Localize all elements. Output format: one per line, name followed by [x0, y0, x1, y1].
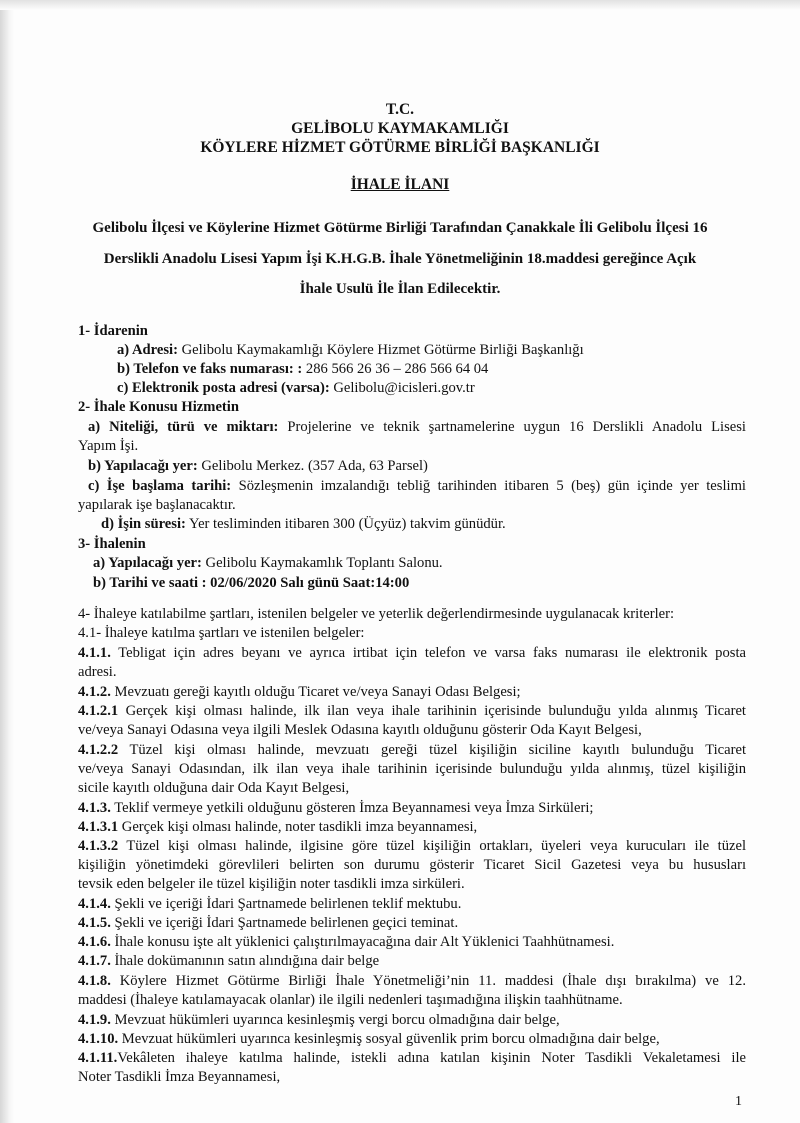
- item-b-label: b) Yapılacağı yer:: [88, 458, 198, 474]
- section3-heading: 3- İhalenin: [78, 536, 146, 552]
- section2-item-c-cont: yapılarak işe başlanacaktır.: [78, 497, 236, 513]
- document-header: [0, 100, 800, 157]
- section4-subheading: 4.1- İhaleye katılma şartları ve istenilen belgeler:: [78, 625, 365, 641]
- clause-number: 4.1.3.2: [78, 838, 119, 854]
- clause-4-1-5: [78, 915, 458, 932]
- clause-4-1-2-2-cont: sicile kayıtlı olduğuna dair Oda Kayıt Belgesi,: [78, 780, 350, 796]
- email-value: Gelibolu@icisleri.gov.tr: [329, 380, 475, 396]
- clause-text: Şekli ve içeriği İdari Şartnamede belirlenen geçici teminat.: [110, 915, 459, 931]
- item-a-label: a) Niteliği, türü ve miktarı:: [88, 419, 279, 435]
- clause-number: 4.1.2.1: [78, 703, 119, 719]
- clause-4-1-2-1: [78, 703, 746, 720]
- clause-4-1-11-cont: Noter Tasdikli İmza Beyannamesi,: [78, 1069, 281, 1085]
- clause-4-1-3-2-cont: tevsik eden belgeler ile tüzel kişiliğin noter tasdikli imza sirküleri.: [78, 876, 465, 892]
- clause-text: Tebligat için adres beyanı ve ayrıca irtibat için telefon ve varsa faks numarası ile elektronik posta: [110, 645, 746, 661]
- clause-4-1-2-2-cont: ve/veya Sanayi Odasından, ilk ilan veya ihale tarihinin içerisinde bulunduğu yılda alınmış, tüzel kişiliğin: [78, 761, 746, 777]
- scan-shadow-top: [0, 0, 800, 10]
- address-value: Gelibolu Kaymakamlığı Köylere Hizmet Götürme Birliği Başkanlığı: [177, 342, 584, 358]
- clause-text: Mevzuatı gereği kayıtlı olduğu Ticaret ve/veya Sanayi Odası Belgesi;: [110, 684, 521, 700]
- intro-line: İhale Usulü İle İlan Edilecektir.: [299, 281, 501, 297]
- clause-number: 4.1.8.: [78, 973, 111, 989]
- section2-item-c: [88, 478, 746, 495]
- email-label: c) Elektronik posta adresi (varsa):: [117, 380, 330, 396]
- clause-text: Köylere Hizmet Götürme Birliği İhale Yönetmeliği’nin 11. maddesi (İhale dışı bırakılma) ve 12.: [110, 973, 746, 989]
- clause-text: Mevzuat hükümleri uyarınca kesinleşmiş vergi borcu olmadığına dair belge,: [110, 1012, 560, 1028]
- clause-text: Mevzuat hükümleri uyarınca kesinleşmiş sosyal güvenlik prim borcu olmadığına dair belge,: [118, 1031, 660, 1047]
- clause-4-1-1-cont: adresi.: [78, 664, 117, 680]
- clause-number: 4.1.1.: [78, 645, 111, 661]
- clause-text: Tüzel kişi olması halinde, mevzuatı gereği tüzel kişiliğin siciline kayıtlı bulunduğu Ticaret: [118, 742, 746, 758]
- section2-item-b: [88, 458, 428, 475]
- clause-4-1-7: [78, 953, 379, 970]
- section3-item-a: [93, 555, 443, 572]
- intro-line: Gelibolu İlçesi ve Köylerine Hizmet Götürme Birliği Tarafından Çanakkale İli Gelibolu İlçesi 16: [92, 220, 708, 236]
- clause-text: Teklif vermeye yetkili olduğunu gösteren İmza Beyannamesi veya İmza Sirküleri;: [110, 800, 594, 816]
- item-d-label: d) İşin süresi:: [101, 516, 186, 532]
- clause-4-1-8: [78, 973, 746, 990]
- item-a-value: Gelibolu Kaymakamlık Toplantı Salonu.: [201, 555, 443, 571]
- clause-4-1-3-1: [78, 819, 477, 836]
- section2-heading: 2- İhale Konusu Hizmetin: [78, 399, 239, 415]
- clause-text: İhale dokümanının satın alındığına dair belge: [110, 953, 380, 969]
- clause-4-1-2-2: [78, 742, 746, 759]
- clause-text: Tüzel kişi olması halinde, ilgisine göre tüzel kişiliğin ortakları, üyeleri veya kurucuları ile tüzel: [118, 838, 746, 854]
- clause-4-1-3-2-cont: kişiliğin yönetimdeki görevlileri belirten son durumu gösterir Ticaret Sicil Gazetesi veya bu hususları: [78, 857, 746, 873]
- section2-item-d: [101, 516, 506, 533]
- clause-text: Gerçek kişi olması halinde, ilk ilan veya ihale tarihinin içerisinde bulunduğu yılda alınmış Ticaret: [118, 703, 746, 719]
- clause-number: 4.1.11.: [78, 1050, 118, 1066]
- section1-address: [117, 342, 584, 359]
- clause-number: 4.1.2.: [78, 684, 111, 700]
- scan-shadow-left: [0, 0, 14, 1123]
- clause-4-1-8-cont: maddesi (İhaleye katılamayacak olanlar) ile ilgili nedenleri taşımadığına ilişkin taahhütname.: [78, 992, 623, 1008]
- item-a-label: a) Yapılacağı yer:: [93, 555, 202, 571]
- clause-4-1-6: [78, 934, 614, 951]
- intro-line: Derslikli Anadolu Lisesi Yapım İşi K.H.G.B. İhale Yönetmeliğinin 18.maddesi gereğince Açık: [103, 250, 697, 267]
- clause-text: Vekâleten ihaleye katılma halinde, istekli adına katılan kişinin Noter Tasdikli Vekaletamesi ile: [117, 1050, 746, 1066]
- section3-item-b: b) Tarihi ve saati : 02/06/2020 Salı günü Saat:14:00: [93, 575, 410, 591]
- clause-number: 4.1.2.2: [78, 742, 119, 758]
- clause-number: 4.1.7.: [78, 953, 111, 969]
- clause-4-1-9: [78, 1012, 560, 1029]
- item-b-value: Gelibolu Merkez. (357 Ada, 63 Parsel): [197, 458, 428, 474]
- address-label: a) Adresi:: [117, 342, 178, 358]
- page-number: 1: [735, 1094, 742, 1109]
- section1-email: [117, 380, 475, 397]
- clause-number: 4.1.4.: [78, 896, 111, 912]
- phone-label: b) Telefon ve faks numarası: :: [117, 361, 303, 377]
- section2-item-a: [88, 419, 746, 436]
- clause-4-1-2-1-cont: ve/veya Sanayi Odasına veya ilgili Meslek Odasına kayıtlı olduğunu gösterir Oda Kayıt Belgesi,: [78, 722, 642, 738]
- clause-text: Şekli ve içeriği İdari Şartnamede belirlenen teklif mektubu.: [110, 896, 462, 912]
- clause-number: 4.1.9.: [78, 1012, 111, 1028]
- clause-4-1-2: [78, 684, 521, 701]
- section2-item-a-cont: Yapım İşi.: [78, 438, 139, 454]
- clause-4-1-3-2: [78, 838, 746, 855]
- item-d-value: Yer tesliminden itibaren 300 (Üçyüz) takvim günüdür.: [185, 516, 506, 532]
- clause-4-1-3: [78, 800, 593, 817]
- header-birlik: KÖYLERE HİZMET GÖTÜRME BİRLİĞİ BAŞKANLIĞI: [200, 139, 600, 156]
- clause-number: 4.1.3.: [78, 800, 111, 816]
- clause-number: 4.1.10.: [78, 1031, 119, 1047]
- clause-text: İhale konusu işte alt yüklenici çalıştırılmayacağına dair Alt Yüklenici Taahhütnamesi.: [110, 934, 615, 950]
- item-c-value: Sözleşmenin imzalandığı tebliğ tarihinden itibaren 5 (beş) gün içinde yer teslimi: [231, 478, 746, 494]
- intro-paragraph: [70, 213, 730, 305]
- clause-4-1-4: [78, 896, 461, 913]
- header-kaymakamlik: GELİBOLU KAYMAKAMLIĞI: [291, 120, 509, 137]
- header-tc: T.C.: [385, 101, 415, 118]
- section1-phone: [117, 361, 488, 378]
- section4-heading: 4- İhaleye katılabilme şartları, istenilen belgeler ve yeterlik değerlendirmesinde uygulanacak kriterler:: [78, 606, 675, 622]
- clause-number: 4.1.3.1: [78, 819, 119, 835]
- clause-4-1-11: [78, 1050, 746, 1067]
- document-title: İHALE İLANI: [350, 176, 450, 193]
- clause-4-1-1: [78, 645, 746, 662]
- clause-number: 4.1.5.: [78, 915, 111, 931]
- clause-number: 4.1.6.: [78, 934, 111, 950]
- section1-heading: 1- İdarenin: [78, 323, 148, 339]
- phone-value: 286 566 26 36 – 286 566 64 04: [302, 361, 489, 377]
- item-a-value: Projelerine ve teknik şartnamelerine uygun 16 Derslikli Anadolu Lisesi: [278, 419, 746, 435]
- clause-text: Gerçek kişi olması halinde, noter tasdikli imza beyannamesi,: [118, 819, 478, 835]
- item-c-label: c) İşe başlama tarihi:: [88, 478, 232, 494]
- clause-4-1-10: [78, 1031, 660, 1048]
